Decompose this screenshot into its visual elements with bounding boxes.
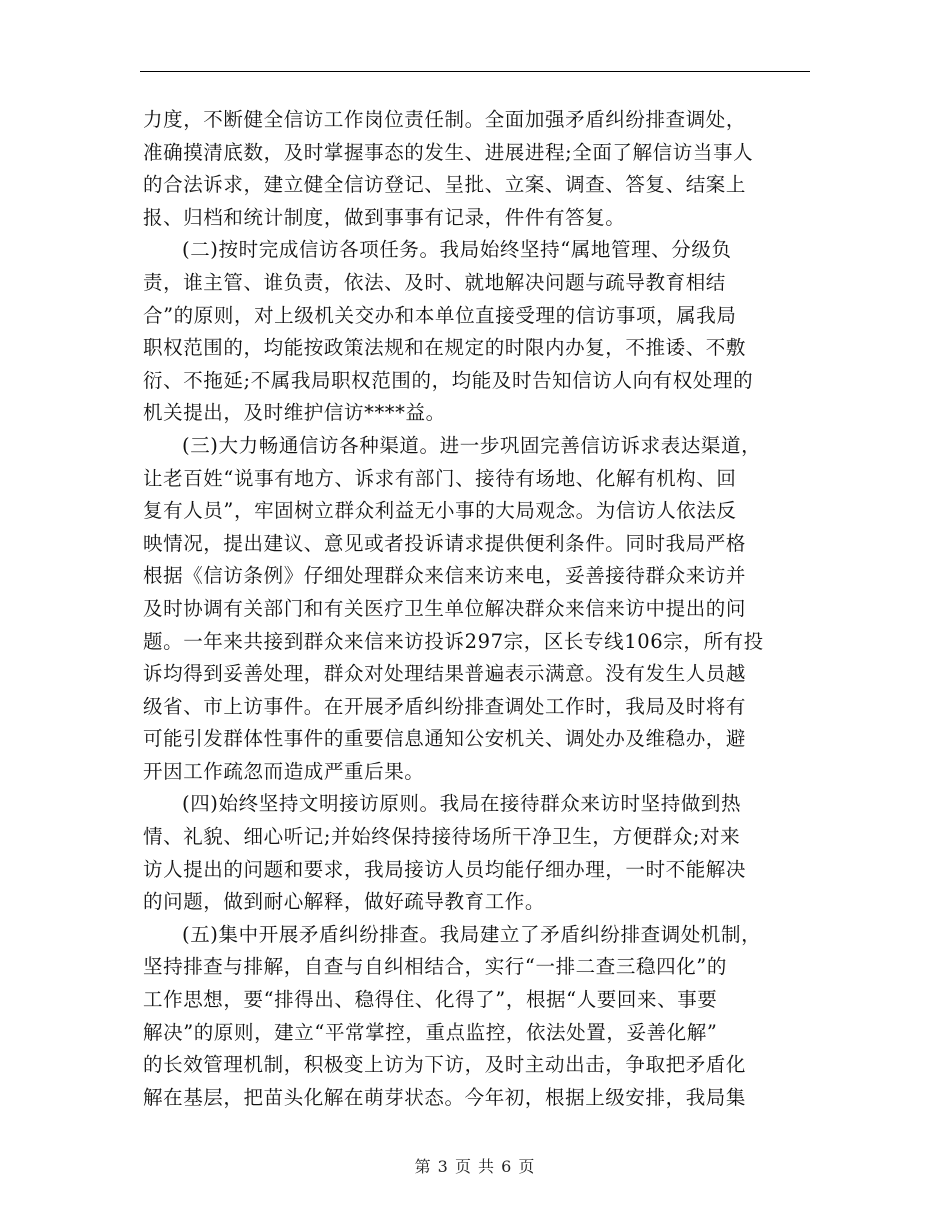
text-line: 的长效管理机制，积极变上访为下访，及时主动出击，争取把矛盾化 xyxy=(143,1053,747,1077)
text-line: 访人提出的问题和要求，我局接访人员均能仔细办理，一时不能解决 xyxy=(143,857,747,881)
text-line: (四)始终坚持文明接访原则。我局在接待群众来访时坚持做到热 xyxy=(182,792,742,816)
text-line: 的问题，做到耐心解释，做好疏导教育工作。 xyxy=(143,890,546,914)
text-line: 的合法诉求，建立健全信访登记、呈批、立案、调查、答复、结案上 xyxy=(143,173,747,197)
text-line: (二)按时完成信访各项任务。我局始终坚持“属地管理、分级负 xyxy=(182,238,732,262)
text-line: (三)大力畅通信访各种渠道。进一步巩固完善信访诉求表达渠道， xyxy=(182,433,762,457)
text-line: 开因工作疏忽而造成严重后果。 xyxy=(143,759,425,783)
text-line: 职权范围的，均能按政策法规和在规定的时限内办复，不推诿、不敷 xyxy=(143,336,747,360)
text-line: 责，谁主管、谁负责，依法、及时、就地解决问题与疏导教育相结 xyxy=(143,270,726,294)
text-line: 根据《信访条例》仔细处理群众来信来访来电，妥善接待群众来访并 xyxy=(143,564,747,588)
paragraph-section-4 xyxy=(143,788,815,918)
document-body xyxy=(143,104,815,1114)
paragraph-section-5 xyxy=(143,919,815,1115)
text-line: (五)集中开展矛盾纠纷排查。我局建立了矛盾纠纷排查调处机制， xyxy=(182,922,762,946)
text-line: 解在基层，把苗头化解在萌芽状态。今年初，根据上级安排，我局集 xyxy=(143,1085,747,1109)
text-line: 题。一年来共接到群众来信来访投诉297宗，区长专线106宗，所有投 xyxy=(143,629,764,653)
text-line: 准确摸清底数，及时掌握事态的发生、进展进程;全面了解信访当事人 xyxy=(143,140,754,164)
text-line: 复有人员”，牢固树立群众利益无小事的大局观念。为信访人依法反 xyxy=(143,499,737,523)
text-line: 坚持排查与排解，自查与自纠相结合，实行“一排二查三稳四化”的 xyxy=(143,955,727,979)
text-line: 力度，不断健全信访工作岗位责任制。全面加强矛盾纠纷排查调处， xyxy=(143,108,747,131)
text-line: 衍、不拖延;不属我局职权范围的，均能及时告知信访人向有权处理的 xyxy=(143,368,754,392)
text-line: 合”的原则，对上级机关交办和本单位直接受理的信访事项，属我局 xyxy=(143,303,737,327)
text-line: 情、礼貌、细心听记;并始终保持接待场所干净卫生，方便群众;对来 xyxy=(143,825,741,849)
text-line: 机关提出，及时维护信访****益。 xyxy=(143,401,446,425)
text-line: 工作思想，要“排得出、稳得住、化得了”，根据“人要回来、事要 xyxy=(143,988,718,1012)
text-line: 报、归档和统计制度，做到事事有记录，件件有答复。 xyxy=(143,205,626,229)
text-line: 解决”的原则，建立“平常掌控，重点监控，依法处置，妥善化解” xyxy=(143,1020,718,1044)
paragraph-continued xyxy=(143,104,815,234)
header-rule xyxy=(140,71,810,72)
text-line: 可能引发群体性事件的重要信息通知公安机关、调处办及维稳办，避 xyxy=(143,727,747,751)
paragraph-section-3 xyxy=(143,430,815,789)
text-line: 让老百姓“说事有地方、诉求有部门、接待有场地、化解有机构、回 xyxy=(143,466,737,490)
paragraph-section-2 xyxy=(143,234,815,430)
page-footer: 第 3 页 共 6 页 xyxy=(414,1157,536,1176)
text-line: 诉均得到妥善处理，群众对处理结果普遍表示满意。没有发生人员越 xyxy=(143,662,747,686)
text-line: 级省、市上访事件。在开展矛盾纠纷排查调处工作时，我局及时将有 xyxy=(143,694,747,718)
text-line: 及时协调有关部门和有关医疗卫生单位解决群众来信来访中提出的问 xyxy=(143,596,747,620)
text-line: 映情况，提出建议、意见或者投诉请求提供便利条件。同时我局严格 xyxy=(143,531,747,555)
